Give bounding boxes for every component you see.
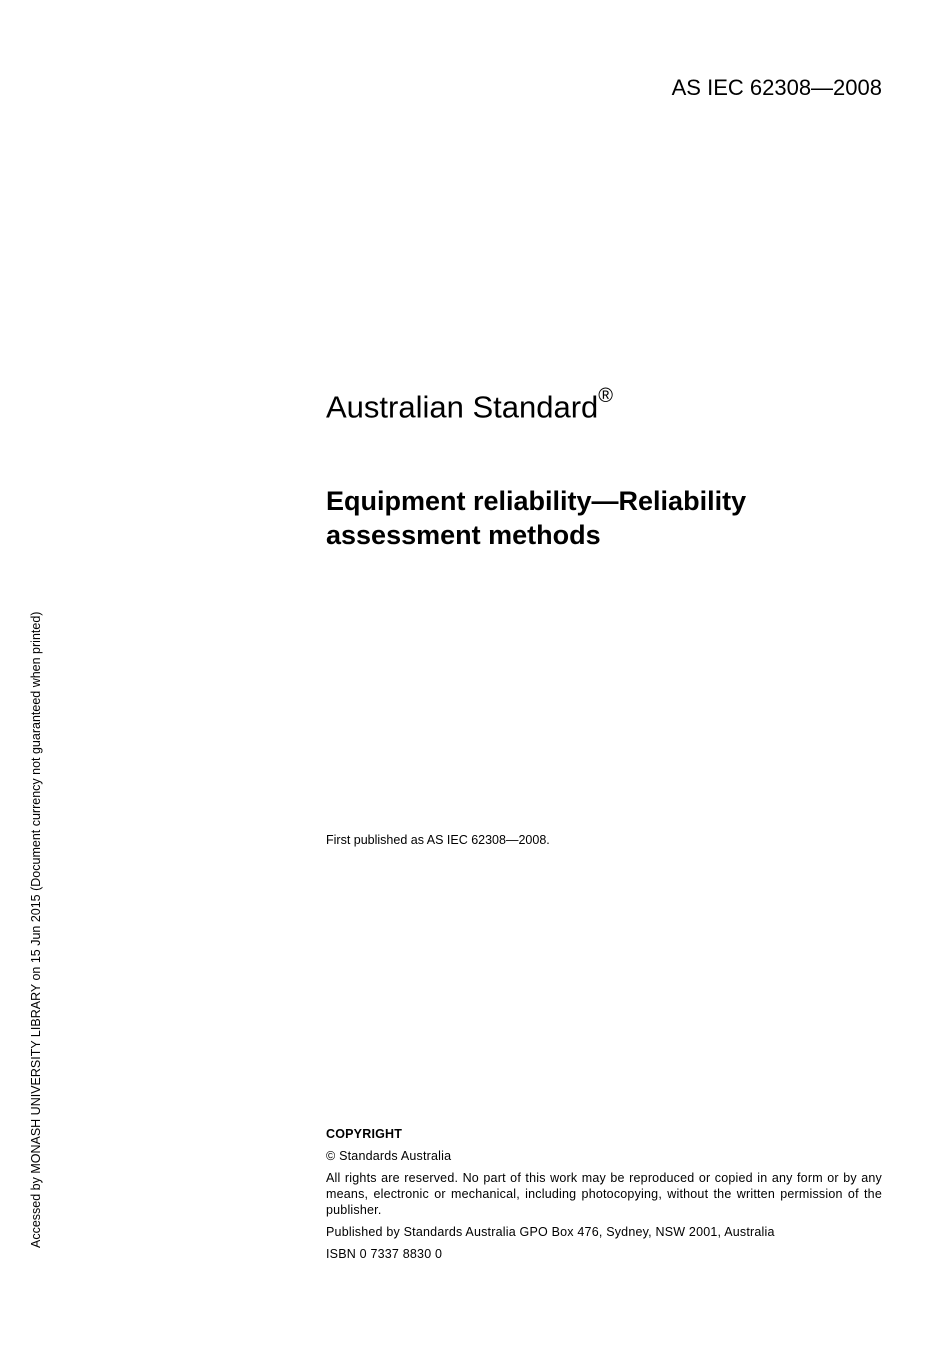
standard-type-heading [326,380,613,427]
publisher-address: Published by Standards Australia GPO Box 476, Sydney, NSW 2001, Australia [326,1225,775,1239]
document-title [326,484,886,552]
copyright-holder: © Standards Australia [326,1149,452,1163]
copyright-block [326,1126,882,1268]
document-code: AS IEC 62308—2008 [671,75,882,100]
copyright-heading: COPYRIGHT [326,1127,403,1141]
access-watermark: Accessed by MONASH UNIVERSITY LIBRARY on 15 Jun 2015 (Document currency not guaranteed when printed) [29,611,43,1248]
registered-mark: ® [598,385,614,407]
title-line-2: assessment methods [326,520,601,550]
standard-type-label: Australian Standard [326,389,599,425]
title-line-1: Equipment reliability—Reliability [326,486,747,516]
rights-statement: All rights are reserved. No part of this work may be reproduced or copied in any form or by any means, electronic or mechanical, including photocopying, without the written permission of the publisher. [326,1171,882,1217]
first-published-note: First published as AS IEC 62308—2008. [326,833,550,847]
isbn: ISBN 0 7337 8830 0 [326,1247,443,1261]
